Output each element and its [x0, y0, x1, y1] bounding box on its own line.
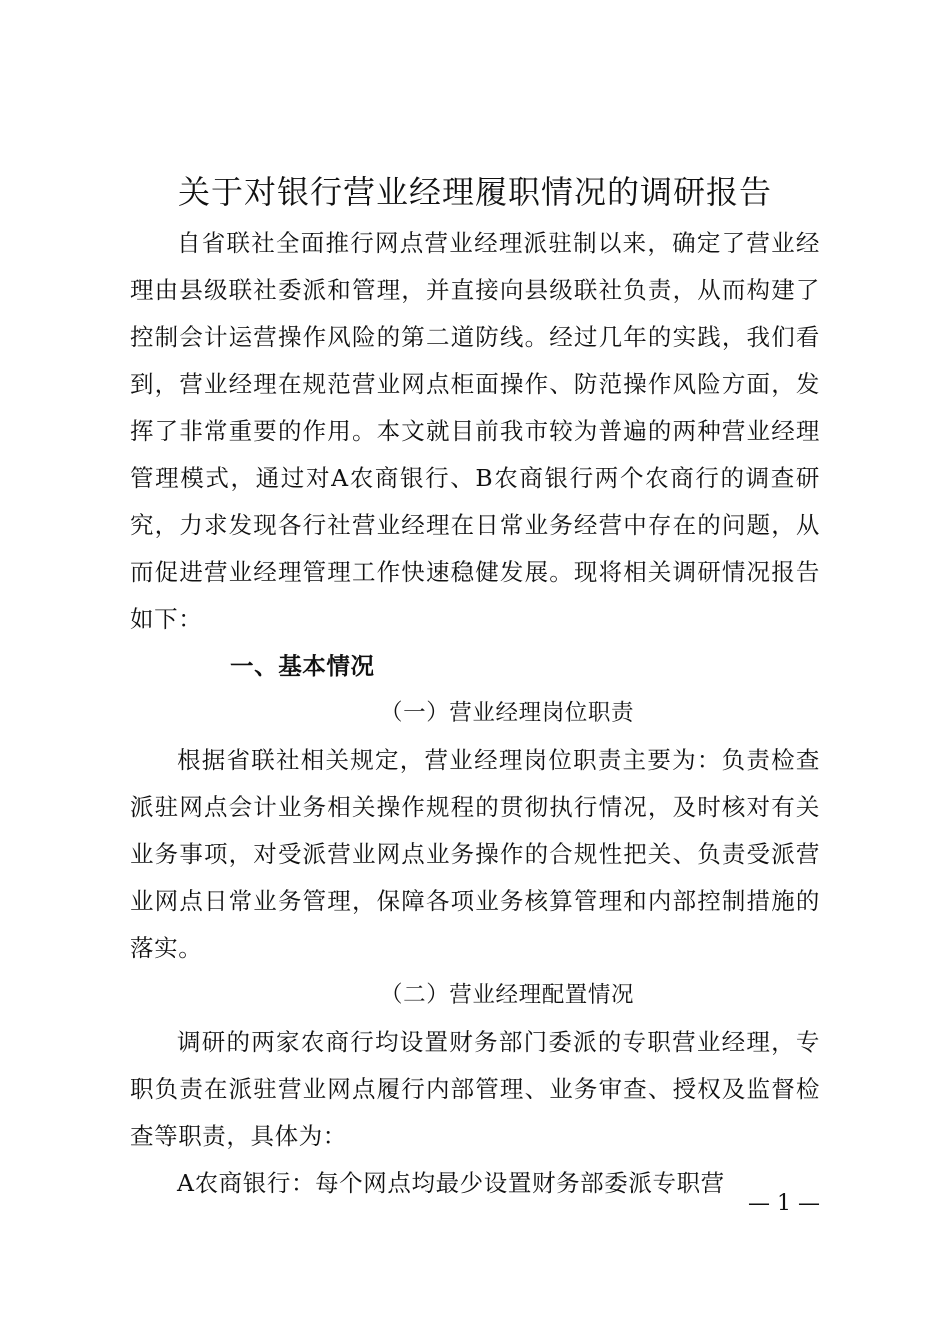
duties-paragraph: 根据省联社相关规定，营业经理岗位职责主要为：负责检查派驻网点会计业务相关操作规程的贯彻执行情况，及时核对有关业务事项，对受派营业网点业务操作的合规性把关、负责受派营业网点日常业务管理，保障各项业务核算管理和内部控制措施的落实。: [130, 746, 820, 962]
bank-a-paragraph: A农商银行：每个网点均最少设置财务部委派专职营: [177, 1169, 725, 1197]
subheading-config: （二）营业经理配置情况: [380, 982, 635, 1008]
document-body: [130, 220, 820, 1207]
subheading-duties: （一）营业经理岗位职责: [380, 700, 635, 726]
page-number: — 1 —: [748, 1191, 820, 1216]
document-title: 关于对银行营业经理履职情况的调研报告: [177, 173, 772, 211]
section-heading-basic: 一、基本情况: [230, 652, 375, 680]
config-paragraph: 调研的两家农商行均设置财务部门委派的专职营业经理，专职负责在派驻营业网点履行内部管理、业务审查、授权及监督检查等职责，具体为：: [130, 1028, 820, 1150]
intro-paragraph: 自省联社全面推行网点营业经理派驻制以来，确定了营业经理由县级联社委派和管理，并直接向县级联社负责，从而构建了控制会计运营操作风险的第二道防线。经过几年的实践，我们看到，营业经理在规范营业网点柜面操作、防范操作风险方面，发挥了非常重要的作用。本文就目前我市较为普遍的两种营业经理管理模式，通过对A农商银行、B农商银行两个农商行的调查研究，力求发现各行社营业经理在日常业务经营中存在的问题，从而促进营业经理管理工作快速稳健发展。现将相关调研情况报告如下：: [130, 229, 820, 633]
